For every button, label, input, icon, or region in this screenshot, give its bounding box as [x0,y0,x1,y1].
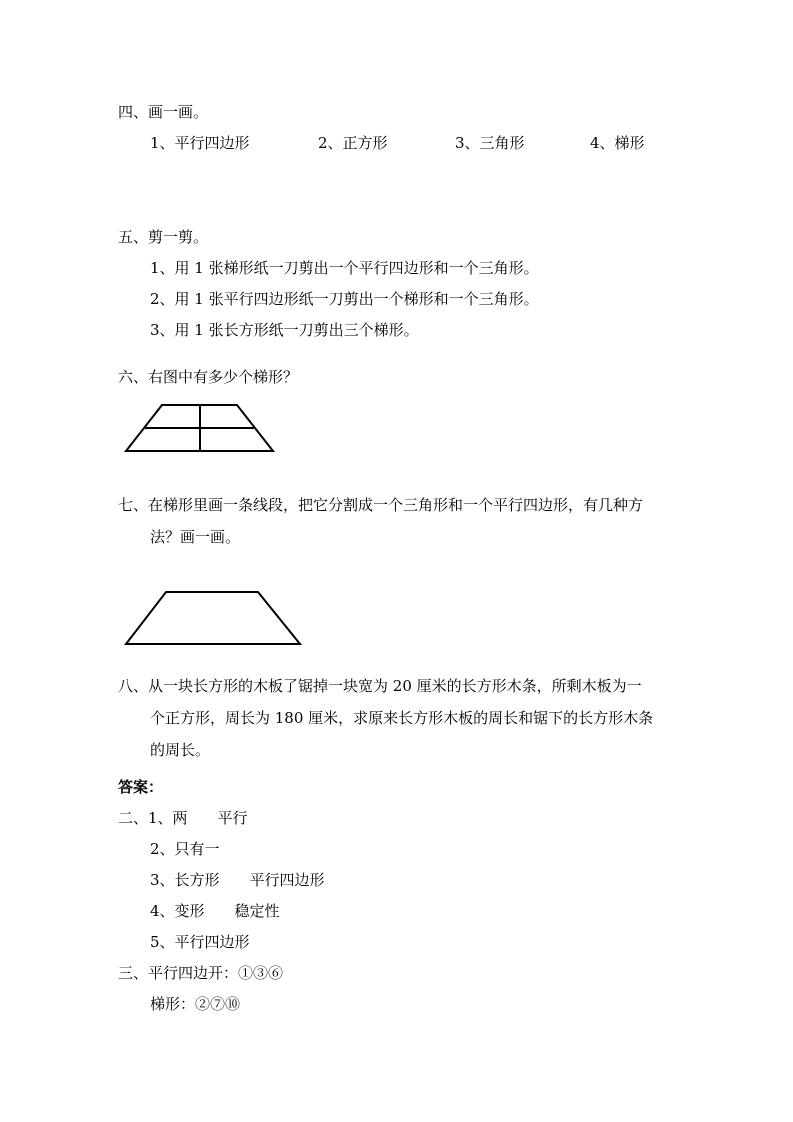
answer-line: 2、只有一 [150,840,220,858]
trapezoid-figure [126,592,300,644]
section-7-line: 七、在梯形里画一条线段，把它分割成一个三角形和一个平行四边形，有几种方 [118,496,644,514]
s4-item: 1、平行四边形 [150,134,250,152]
section-4-title: 四、画一画。 [118,103,209,121]
s5-item: 1、用 1 张梯形纸一刀剪出一个平行四边形和一个三角形。 [150,259,539,277]
s4-item: 4、梯形 [590,134,645,152]
section-7-line: 法？画一画。 [150,528,241,546]
answer-line: 4、变形 稳定性 [150,902,280,920]
trapezoid-grid-figure [126,405,273,451]
s4-item: 2、正方形 [318,134,388,152]
answer-line: 3、长方形 平行四边形 [150,871,325,889]
answer-line: 二、1、两 平行 [118,809,248,827]
answer-line: 三、平行四边开：①③⑥ [118,964,284,982]
section-5-title: 五、剪一剪。 [118,228,209,246]
s5-item: 3、用 1 张长方形纸一刀剪出三个梯形。 [150,321,419,339]
s5-item: 2、用 1 张平行四边形纸一刀剪出一个梯形和一个三角形。 [150,290,539,308]
s4-item: 3、三角形 [455,134,525,152]
section-8-line: 八、从一块长方形的木板了锯掉一块宽为 20 厘米的长方形木条，所剩木板为一 [118,677,642,695]
section-6-title: 六、右图中有多少个梯形？ [118,368,299,386]
answers-title: 答案： [118,778,164,796]
answer-line: 5、平行四边形 [150,933,250,951]
answer-line: 梯形：②⑦⑩ [150,995,241,1013]
section-8-line: 的周长。 [150,741,211,759]
section-8-line: 个正方形，周长为 180 厘米，求原来长方形木板的周长和锯下的长方形木条 [150,709,654,727]
